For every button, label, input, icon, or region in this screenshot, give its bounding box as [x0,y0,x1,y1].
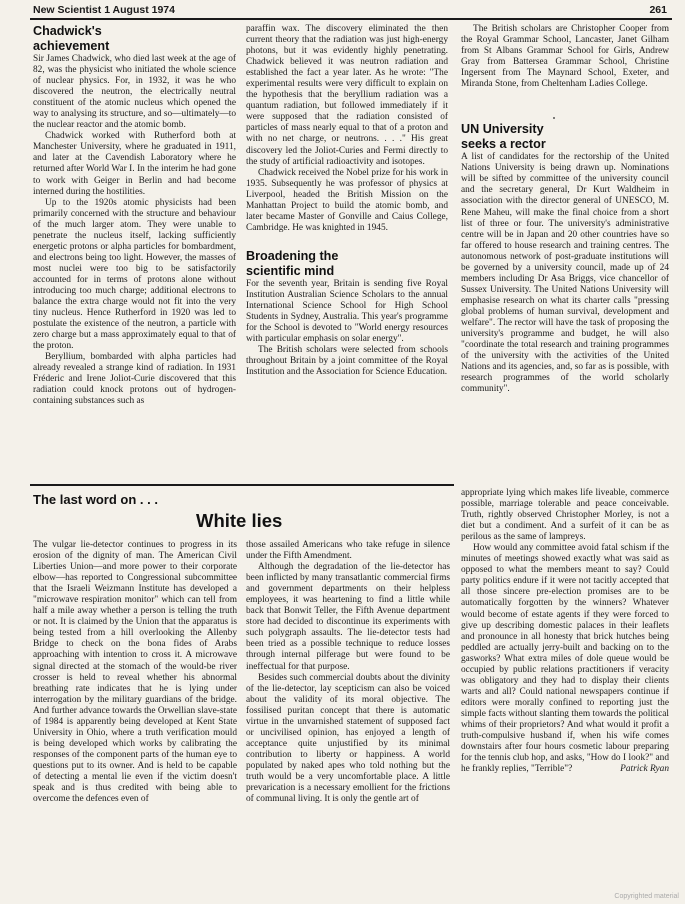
scientific-paragraph-3: The British scholars are Christopher Cooper from the Royal Grammar School, Lancaster, Janet Gilham from St Albans Grammar School for Girls, Andrew Gray from Battersea Grammar School, Christine Ingersent from The Maynard School, Exeter, and Miranda Stone, from Cheltenham Ladies College. [461,24,669,90]
running-head-publication: New Scientist 1 August 1974 [33,4,175,16]
page-number: 261 [649,4,667,16]
speck-mark [553,117,555,119]
un-headline [461,122,669,152]
white-lies-title: White lies [196,510,283,531]
scientific-headline [246,249,448,279]
chadwick-paragraph-3: Up to the 1920s atomic physicists had been primarily concerned with the structure and behaviour of the much larger atom. They were unable to penetrate the nucleus itself, lacking sufficiently energetic protons or alpha particles for bombardment, and electrons being too light. However, the masses of most nuclei were too big to be satisfactorily accounted for in terms of protons alone without introducing too much charge; additional electrons to balance the extra charge would not fit into the very tiny nucleus. Hence Rutherford in 1920 was led to postulate the existence of the neutron, a particle with zero charge but a mass approximately equal to that of the proton. [33,197,236,352]
white-lies-paragraph-1: The vulgar lie-detector continues to progress in its erosion of the dignity of man. The American Civil Liberties Union—and more power to their corporate elbow—has reported to Congressional subcommittee that the Israeli Weizmann Institute has developed a "microwave respiration monitor" which can tell from half a mile away whether a person is telling the truth or not. It is claimed by the Union that the apparatus is being tested from a hill overlooking the Allenby Bridge to check on the bona fides of Arabs approaching with intention to cross it. A microwave signal directed at the stomach of the would-be river crosser is held to reveal whether his abnormal breathing rate indicates that he is lying under interrogation by the military guardians of the bridge. And further advance towards the Orwellian slave-state of 1984 is apparently being developed at Kent State University in Ohio, where a truth verification mould is being developed which works by calibrating the responses of the component parts of the human eye to questions put to its owner. And is held to be capable of detecting a mental lie even if the victim doesn't speak and is thus credited with being able to overcome the defences even of [33,540,237,805]
top-rule [30,18,672,20]
scientific-headline-line1: Broadening the [246,248,339,263]
white-lies-byline: Patrick Ryan [620,764,669,775]
white-lies-col2 [246,540,450,878]
chadwick-paragraph-2: Chadwick worked with Rutherford both at Manchester University, where he graduated in 1911, and later at the Cavendish Laboratory where he returned after World War I. In the interim he had gone to work with Geiger in Berlin and had become interned during the hostilities. [33,131,236,197]
chadwick-paragraph-1: Sir James Chadwick, who died last week at the age of 82, was the physicist who initiated the whole science of nuclear physics. For, in 1932, it was he who discovered the neutron, the electrically neutral constituent of the atomic nucleus which opened the way to analysing its structure, and so—ultimately—to the nuclear reactor and the atomic bomb. [33,54,236,131]
scientific-headline-line2: scientific mind [246,263,335,278]
chadwick-headline [33,24,236,54]
un-paragraph-1: A list of candidates for the rectorship of the United Nations University is being drawn up. Nominations will be sifted by committee of the university council and the secretary general, Dr Kurt Waldheim in association with the director general of UNESCO, M. Rene Maheu, will make the final choice from a short list of three or four. The university's administrative centre will be in Japan and 20 other countries have so far offered to house research and training centres. The autonomous network of post-graduate institutions will be governed by a university council, made up of 24 members including Dr Asa Briggs, vice chancellor of Sussex University. The United Nations University will emphasise research on what its charter calls "pressing global problems of human survival, development and welfare". The rector will have the task of proposing the university's programme and budget, he will also "coordinate the total research and training programmes of the university with the activities of the United Nations and its agencies, and, so far as is possible, with research programmes of the world scholarly community". [461,152,669,395]
white-lies-paragraph-5: appropriate lying which makes life liveable, commerce possible, marriage tolerable and peace conceivable. Truth, rightly observed Christopher Morley, is not a diet but a condiment. And a surfeit of it can be as perilous as the same of lampreys. [461,488,669,543]
section-rule [30,484,454,486]
chadwick-article-col1 [33,24,236,481]
un-headline-line1: UN University [461,122,544,137]
scientific-paragraph-2: The British scholars were selected from schools throughout Britain by a joint committee of the Royal Institution and the Association for Science Education. [246,345,448,378]
white-lies-col3 [461,488,669,880]
chadwick-headline-line2: achievement [33,39,110,53]
chadwick-paragraph-6: Chadwick received the Nobel prize for his work in 1935. Subsequently he was professor of physics at Liverpool, headed the British Mission on the Manhattan Project to build the atomic bomb, and later became Master of Gonville and Caius College, Cambridge. He was knighted in 1945. [246,167,448,233]
chadwick-paragraph-4: Beryllium, bombarded with alpha particles had already revealed a strange kind of radiation. In 1931 Fréderic and Irene Joliot-Curie discovered that this radiation could knock protons out of hydrogen-containing substances such as [33,352,236,407]
copyright-watermark: Copyrighted material [614,893,679,900]
middle-column-top [246,24,448,481]
white-lies-paragraph-4: Besides such commercial doubts about the divinity of the lie-detector, lay scepticism can also be voiced about the validity of its moral objective. The fossilised puritan concept that there is automatic virtue in the unvarnished statement of supposed fact or uncivilised opinion, has enjoyed a length of acceptance quite unjustified by its minimal contribution to liberty or happiness. A world populated by naked apes who told nothing but the truth would be a very uncomfortable place. A little prevarication is a necessary emollient for the frictions of communal living. It is only the gentle art of [246,672,450,805]
chadwick-headline-line1: Chadwick's [33,24,102,38]
chadwick-paragraph-5: paraffin wax. The discovery eliminated the then current theory that the radiation was just high-energy photons, but it was evidently highly penetrating. Chadwick believed it was neutron radiation and established the fact a year later. As he wrote: "The experimental results were very difficult to explain on the hypothesis that the beryllium radiation was a quantum radiation, but followed immediately if it were supposed that the radiation consisted of particles of mass nearly equal to that of a proton and with no net charge, or neutrons. . . ." His great discovery led the Joliot-Curies and Fermi directly to the study of artificial radioactivity and isotopes. [246,24,448,167]
white-lies-kicker: The last word on . . . [33,492,158,507]
white-lies-paragraph-3: Although the degradation of the lie-detector has been inflicted by many transatlantic commercial firms and government departments on their helpless employees, it was heartening to find a little while back that Bonwit Teller, the Fifth Avenue department store had decided to discontinue its experiments with such polygraph assaults. The lie-detector tests had been tried as a possible technique to reduce losses through internal pilferage but were found to be ineffectual for that purpose. [246,562,450,672]
white-lies-paragraph-2: those assailed Americans who take refuge in silence under the Fifth Amendment. [246,540,450,562]
un-headline-line2: seeks a rector [461,137,546,152]
scientific-paragraph-1: For the seventh year, Britain is sending five Royal Institution Australian Science Scholars to the annual International Science School for High School Students in Sydney, Australia. This year's programme for the School is devoted to "World energy resources with particular emphasis on solar energy". [246,278,448,345]
white-lies-paragraph-6: How would any committee avoid fatal schism if the minutes of meetings showed exactly what was said as opposed to what the members meant to say? Could party politics endure if it were not tacitly accepted that all those sincere pre-election promises are to be automatically forgotten by the winners? Whatever would become of estate agents if they were forced to give up describing domestic palaces in their leaflets and pronounce in all honesty that brick hutches being peddled are actually jerry-built and backing on to the gasworks? What extra miles of dole queue would be occupied by public relations practitioners if veracity was obligatory and they had to display their clients warts and all? Could national newspapers continue if editors were morally confined to reporting just the simple facts without slanting them towards the political whims of their proprietors? And what would it profit a truth-compulsive husband if, when his wife comes downstairs after four hours cosmetic labour preparing for the tennis club hop, and asks, "How do I look?" and he frankly replies, "Terrible"? [461,543,669,775]
white-lies-col1 [33,540,237,878]
right-column-top [461,24,669,480]
